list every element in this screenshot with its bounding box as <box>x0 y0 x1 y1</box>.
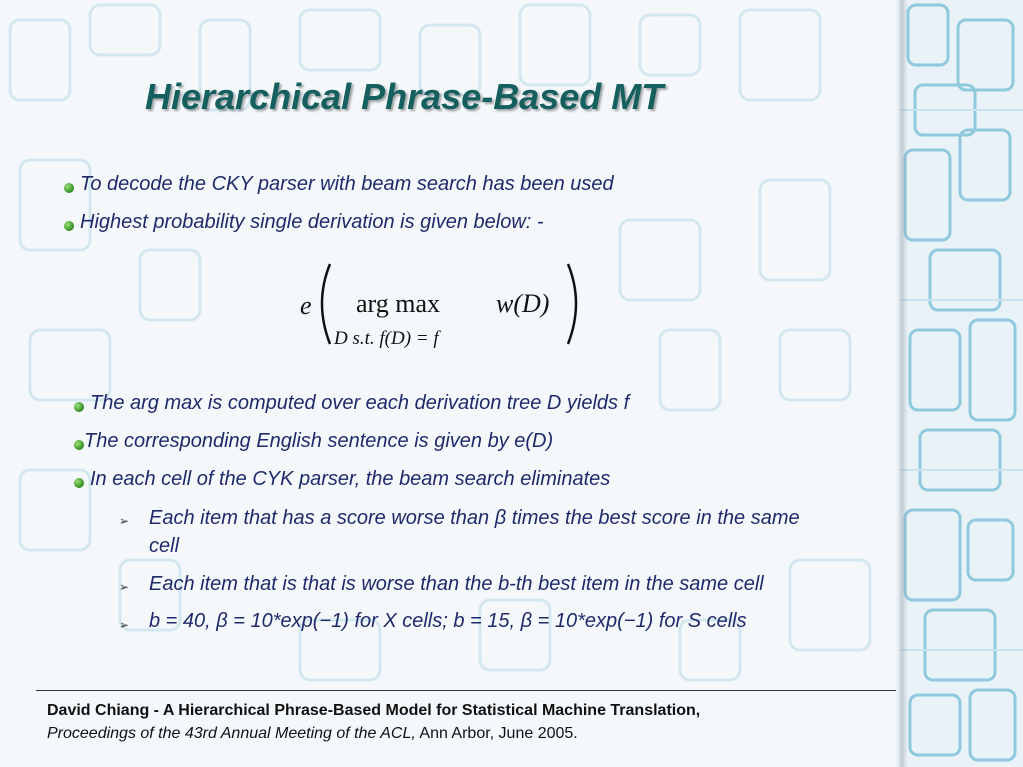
bullet-text: In each cell of the CYK parser, the beam search eliminates <box>90 468 611 490</box>
formula-graphic <box>296 258 586 348</box>
formula-argmax: arg max <box>356 289 440 318</box>
sub-bullet-text: b = 40, β = 10*exp(−1) for X cells; b = 15, β = 10*exp(−1) for S cells <box>149 610 747 632</box>
formula-subscript: D s.t. f(D) = f <box>334 328 439 348</box>
formula-w: w(D) <box>496 289 550 318</box>
sub-bullet-text: Each item that is that is worse than the b-th best item in the same cell <box>149 573 764 595</box>
arrow-bullet-icon: ➢ <box>119 514 130 528</box>
formula-e: e <box>300 291 312 320</box>
right-paren <box>568 264 576 344</box>
footer-divider <box>36 690 896 691</box>
bullet-text: Highest probability single derivation is given below: - <box>80 211 544 233</box>
bullet-text: The arg max is computed over each derivation tree D yields f <box>90 392 630 414</box>
citation-place-date: Ann Arbor, June 2005. <box>415 725 578 742</box>
bullet-dot <box>74 440 84 450</box>
citation-venue: Proceedings of the 43rd Annual Meeting of the ACL, <box>47 725 416 742</box>
decorative-side-panel <box>900 0 1023 767</box>
bullet-dot <box>64 221 74 231</box>
arrow-bullet-icon: ➢ <box>119 580 130 594</box>
slide-title: Hierarchical Phrase-Based MT <box>145 76 664 117</box>
bullet-dot <box>64 183 74 193</box>
panel-shadow <box>896 0 908 767</box>
sub-bullet-text: cell <box>149 535 180 557</box>
sub-bullet-text: Each item that has a score worse than β times the best score in the same <box>149 507 800 529</box>
argmax-formula <box>296 258 586 348</box>
bullet-text: To decode the CKY parser with beam search has been used <box>80 173 614 195</box>
side-pattern <box>900 0 1023 767</box>
arrow-bullet-icon: ➢ <box>119 618 130 632</box>
bullet-dot <box>74 402 84 412</box>
citation-line-2 <box>47 725 578 743</box>
bullet-dot <box>74 478 84 488</box>
left-paren <box>322 264 330 344</box>
citation-line-1: David Chiang - A Hierarchical Phrase-Based Model for Statistical Machine Translation, <box>47 702 701 719</box>
bullet-text: The corresponding English sentence is given by e(D) <box>84 430 554 452</box>
